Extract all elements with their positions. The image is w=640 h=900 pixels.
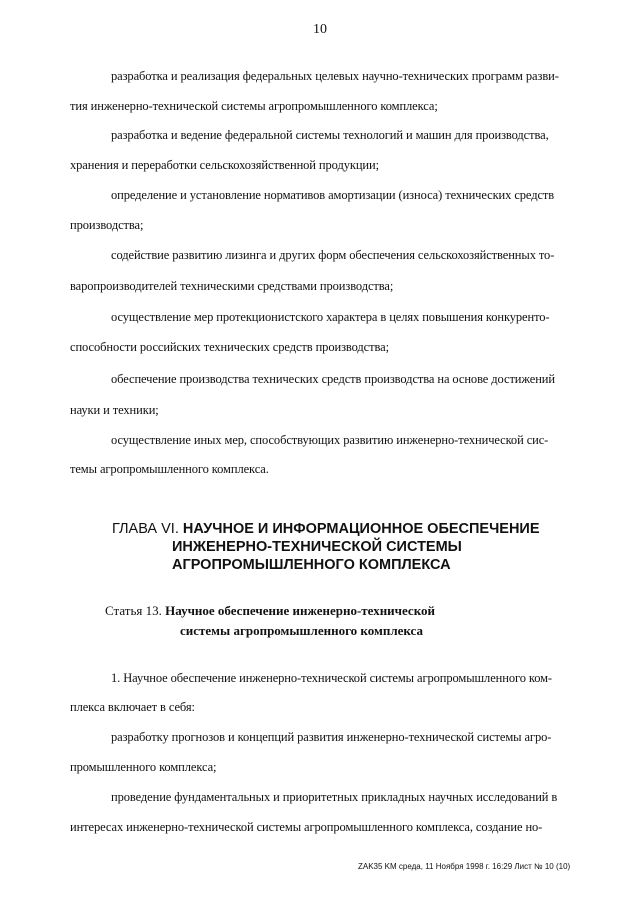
body-text-line: осуществление иных мер, способствующих развитию инженерно-технической сис- (111, 433, 549, 447)
body-text-line: осуществление мер протекционистского характера в целях повышения конкуренто- (111, 310, 550, 324)
body-text-line: хранения и переработки сельскохозяйственной продукции; (70, 158, 379, 172)
body-text-line: тия инженерно-технической системы агропромышленного комплекса; (70, 99, 438, 113)
body-text-line: разработка и ведение федеральной системы технологий и машин для производства, (111, 128, 549, 142)
body-text-line: содействие развитию лизинга и других форм обеспечения сельскохозяйственных то- (111, 248, 555, 262)
article-title-line: Научное обеспечение инженерно-технической (165, 603, 436, 618)
body-text-line: промышленного комплекса; (70, 760, 217, 774)
chapter-title-line: АГРОПРОМЫШЛЕННОГО КОМПЛЕКСА (172, 557, 451, 573)
body-text-line: обеспечение производства технических средств производства на основе достижений (111, 372, 555, 386)
chapter-heading (112, 520, 582, 574)
body-text-line: проведение фундаментальных и приоритетных прикладных научных исследований в (111, 790, 558, 804)
body-text-line: разработка и реализация федеральных целевых научно-технических программ разви- (111, 69, 559, 83)
chapter-number: ГЛАВА VI. (112, 521, 179, 537)
article-number: Статья 13. (105, 603, 162, 618)
chapter-title-line: НАУЧНОЕ И ИНФОРМАЦИОННОЕ ОБЕСПЕЧЕНИЕ (182, 521, 540, 537)
body-text-line: разработку прогнозов и концепций развития инженерно-технической системы агро- (111, 730, 552, 744)
chapter-title-line: ИНЖЕНЕРНО-ТЕХНИЧЕСКОЙ СИСТЕМЫ (172, 539, 462, 555)
body-text-line: производства; (70, 218, 144, 232)
body-text-line: науки и техники; (70, 403, 159, 417)
body-text-line: определение и установление нормативов амортизации (износа) технических средств (111, 188, 555, 202)
page-number: 10 (313, 22, 327, 37)
article-heading (105, 601, 585, 641)
body-text-line: плекса включает в себя: (70, 700, 195, 714)
body-text-line: 1. Научное обеспечение инженерно-технической системы агропромышленного ком- (111, 671, 552, 685)
print-footer: ZAK35 KM среда, 11 Ноября 1998 г. 16:29 Лист № 10 (10) (358, 862, 571, 871)
body-text-line: темы агропромышленного комплекса. (70, 462, 269, 476)
body-text-line: способности российских технических средств производства; (70, 340, 389, 354)
body-text-line: варопроизводителей техническими средствами производства; (70, 279, 394, 293)
body-text-line: интересах инженерно-технической системы агропромышленного комплекса, создание но- (70, 820, 543, 834)
article-title-line: системы агропромышленного комплекса (180, 623, 423, 638)
